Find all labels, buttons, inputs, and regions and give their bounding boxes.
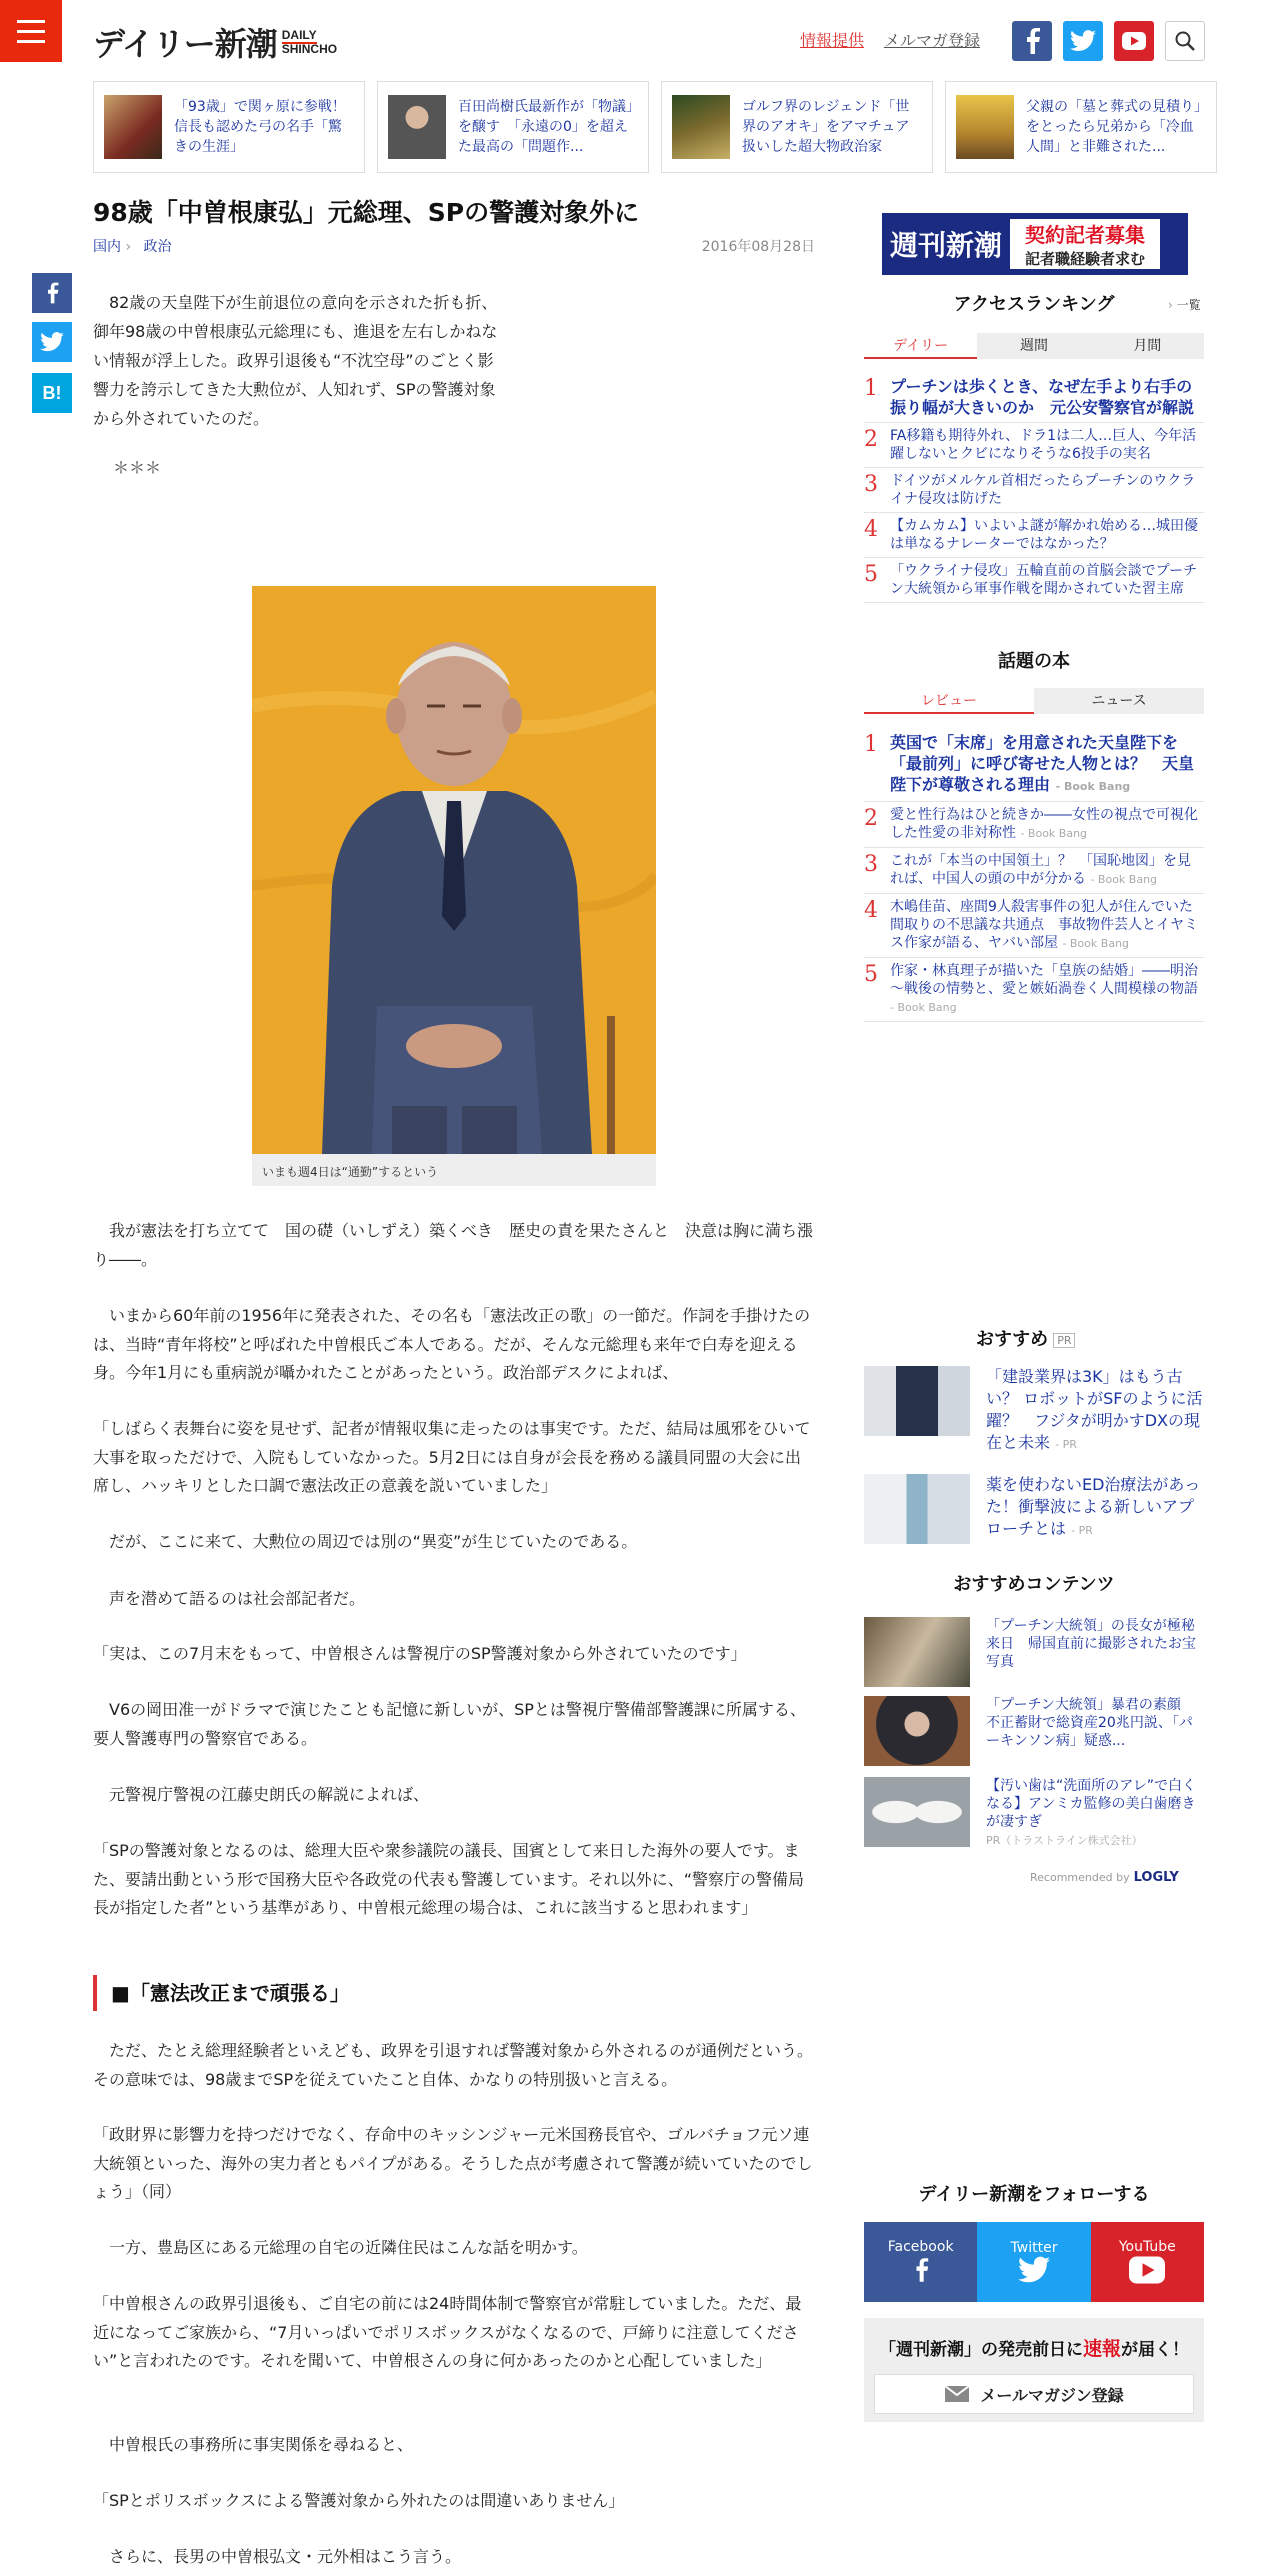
content-thumbnail [864,1777,970,1847]
ranking-item[interactable]: 5 「ウクライナ侵攻」五輪直前の首脳会談でプーチン大統領から軍事作戦を聞かされていた習主席 [864,558,1204,603]
promo-thumbnail [672,95,730,159]
article-title: 98歳「中曽根康弘」元総理、SPの警護対象外に [93,198,640,227]
content-item[interactable]: 【汚い歯は“洗面所のアレ”で白くなる】アンミカ監修の美白歯磨きが凄すぎ PR（トラストライン株式会社） [864,1777,1204,1850]
article-lead: 82歳の天皇陛下が生前退位の意向を示された折も折、御年98歳の中曽根康弘元総理にも、進退を左右しかねない情報が浮上した。政界引退後も“不沈空母”のごとく影響力を誇示してきた大勲位が、人知れず、SPの警護対象から外されていたのだ。 [93,293,498,428]
facebook-icon[interactable] [1012,21,1052,61]
share-twitter-icon[interactable] [32,322,72,362]
recommend-item[interactable]: 薬を使わないED治療法があった！衝撃波による新しいアプローチとは - PR [864,1474,1204,1544]
promo-card[interactable]: 父親の「墓と葬式の見積り」をとったら兄弟から「冷血人間」と非難された... [945,81,1217,173]
article-subheading: ■「憲法改正まで頑張る」 [93,1975,350,2011]
facebook-icon [912,2255,930,2285]
follow-buttons [864,2222,1204,2302]
recommend-item[interactable]: 「建設業界は3K」はもう古い？ ロボットがSFのように活躍？ フジタが明かすDXの現在と未来 - PR [864,1366,1204,1456]
twitter-icon [1018,2256,1050,2284]
share-hatena-icon[interactable]: B! [32,373,72,413]
recruit-banner[interactable]: 週刊新潮 契約記者募集 記者職経験者求む [882,213,1188,275]
content-item[interactable]: 「プーチン大統領」暴君の素顔 不正蓄財で総資産20兆円説、「パーキンソン病」疑惑... [864,1696,1204,1766]
newsletter-box: 「週刊新潮」の発売前日に速報が届く！ メールマガジン登録 [864,2318,1204,2422]
article-paragraph: 「SPの警護対象となるのは、総理大臣や衆参議院の議長、国賓として来日した海外の要人です。また、要請出動という形で国務大臣や各政党の代表も警護しています。それ以外に、“警察庁の警備局長が指定した者”という基準があり、中曽根元総理の場合は、これに該当すると思われます」 [93,1841,805,1917]
article-paragraph: 「中曽根さんの政界引退後も、ご自宅の前には24時間体制で警察官が常駐していました。ただ、最近になってご家族から、“7月いっぱいでポリスボックスがなくなるので、戸締りに注意してください”と言われたのです。それを聞いて、中曽根さんの身に何かあったのかと心配していました」 [93,2294,802,2370]
promo-card[interactable]: 百田尚樹氏最新作が「物議」を醸す 「永遠の0」を超えた最高の「問題作... [377,81,649,173]
article-paragraph: 中曽根氏の事務所に事実関係を尋ねると、 [93,2435,414,2454]
logly-credit[interactable]: Recommended by LOGLY [1030,1870,1179,1885]
article-paragraph: 元警視庁警視の江藤史朗氏の解説によれば、 [93,1785,430,1804]
article-paragraph: 「実は、この7月末をもって、中曽根さんは警視庁のSP警護対象から外されていたのです」 [93,1644,747,1663]
menu-button[interactable] [0,0,62,62]
mail-icon [944,2385,970,2403]
newsletter-link[interactable]: メルマガ登録 [884,31,981,50]
search-icon[interactable] [1165,21,1205,61]
category-link[interactable]: 政治 [143,239,172,255]
promo-thumbnail [104,95,162,159]
tab-daily[interactable]: デイリー [864,333,977,359]
follow-title: デイリー新潮をフォローする [918,2184,1150,2205]
article-paragraph: 「SPとポリスボックスによる警護対象から外れたのは間違いありません」 [93,2491,625,2510]
book-item[interactable]: 3 これが「本当の中国領土」？ 「国恥地図」を見れば、中国人の頭の中が分かる - Book Bang [864,848,1204,894]
youtube-icon [1127,2255,1167,2285]
recommend-thumbnail [864,1474,970,1544]
book-item[interactable]: 4 木嶋佳苗、座間9人殺害事件の犯人が住んでいた間取りの不思議な共通点 事故物件芸人とイヤミス作家が語る、ヤバい部屋 - Book Bang [864,894,1204,958]
promo-card[interactable]: 「93歳」で関ヶ原に参戦！信長も認めた弓の名手「驚きの生涯」 [93,81,365,173]
tab-weekly[interactable]: 週間 [977,333,1090,359]
ranking-item[interactable]: 2 FA移籍も期待外れ、ドラ1は二人…巨人、今年活躍しないとクビになりそうな6投手の実名 [864,423,1204,468]
article-paragraph: いまから60年前の1956年に発表された、その名も「憲法改正の歌」の一節だ。作詞を手掛けたのは、当時“青年将校”と呼ばれた中曽根氏ご本人である。だが、そんな元総理も来年で白寿を迎える身。今年1月にも重病説が囁かれたことがあったという。政治部デスクによれば、 [93,1306,811,1382]
article-paragraph: 声を潜めて語るのは社会部記者だ。 [93,1589,366,1608]
photo-caption: いまも週4日は“通勤”するという [252,1154,656,1186]
tab-monthly[interactable]: 月間 [1091,333,1204,359]
article-date: 2016年08月28日 [701,239,815,255]
chevron-right-icon: › [1168,298,1177,312]
promo-thumbnail [388,95,446,159]
twitter-icon[interactable] [1063,21,1103,61]
promo-card[interactable]: ゴルフ界のレジェンド「世界のアオキ」をアマチュア扱いした超大物政治家 [661,81,933,173]
article-paragraph: 「しばらく表舞台に姿を見せず、記者が情報収集に走ったのは事実です。ただ、結局は風邪をひいて大事を取っただけで、入院もしていなかった。5月2日には自身が会長を務める議員同盟の大会に出席し、ハッキリとした口調で憲法改正の意義を説いていました」 [93,1419,811,1495]
promo-thumbnail [956,95,1014,159]
osusume-title: おすすめ PR [976,1325,1075,1351]
ranking-more-link[interactable]: › 一覧 [1168,298,1201,312]
ranking-tabs [864,333,1204,359]
follow-twitter-button[interactable]: Twitter [977,2222,1090,2302]
article-paragraph: だが、ここに来て、大勲位の周辺では別の“異変”が生じていたのである。 [93,1532,638,1551]
logly-logo: LOGLY [1133,1870,1179,1885]
books-title: 話題の本 [998,651,1070,672]
contents-title: おすすめコンテンツ [953,1574,1115,1595]
follow-facebook-button[interactable]: Facebook [864,2222,977,2302]
ranking-item[interactable]: 3 ドイツがメルケル首相だったらプーチンのウクライナ侵攻は防げた [864,468,1204,513]
content-item[interactable]: 「プーチン大統領」の長女が極秘来日 帰国直前に撮影されたお宝写真 [864,1617,1204,1687]
follow-youtube-button[interactable]: YouTube [1091,2222,1204,2302]
books-list [864,728,1204,1022]
article-paragraph: 我が憲法を打ち立てて 国の礎（いしずえ）築くべき 歴史の責を果たさんと 決意は胸に満ち漲り――。 [93,1221,814,1269]
tab-review[interactable]: レビュー [864,688,1034,714]
article-photo [252,586,656,1154]
books-tabs [864,688,1204,714]
share-facebook-icon[interactable] [32,273,72,313]
category-link[interactable]: 国内 [93,239,121,255]
article-paragraph: ただ、たとえ総理経験者といえども、政界を引退すれば警護対象から外されるのが通例だという。その意味では、98歳までSPを従えていたこと自体、かなりの特別扱いと言える。 [93,2041,814,2089]
ranking-item[interactable]: 4 【カムカム】いよいよ謎が解かれ始める…城田優は単なるナレーターではなかった？ [864,513,1204,558]
info-link[interactable]: 情報提供 [800,31,865,50]
recommend-thumbnail [864,1366,970,1436]
newsletter-signup-button[interactable]: メールマガジン登録 [874,2374,1194,2414]
article-paragraph: 一方、豊島区にある元総理の自宅の近隣住民はこんな話を明かす。 [93,2238,588,2257]
section-divider: ＊＊＊ [113,458,162,477]
book-item[interactable]: 5 作家・林真理子が描いた「皇族の結婚」――明治～戦後の情勢と、愛と嫉妬渦巻く人間模様の物語 - Book Bang [864,958,1204,1022]
book-item[interactable]: 1 英国で「末席」を用意された天皇陛下を「最前列」に呼び寄せた人物とは？ 天皇陛下が尊敬される理由 - Book Bang [864,728,1204,802]
ranking-list [864,372,1204,603]
book-item[interactable]: 2 愛と性行為はひと続きか――女性の視点で可視化した性愛の非対称性 - Book Bang [864,802,1204,848]
article-paragraph: さらに、長男の中曽根弘文・元外相はこう言う。 [93,2547,462,2566]
ranking-title: アクセスランキング [953,294,1115,315]
article-paragraph: V6の岡田准一がドラマで演じたことも記憶に新しいが、SPとは警視庁警備部警護課に所属する、要人警護専門の警察官である。 [93,1700,806,1748]
content-thumbnail [864,1696,970,1766]
article-paragraph: 「政財界に影響力を持つだけでなく、存命中のキッシンジャー元米国務長官や、ゴルバチョフ元ソ連大統領といった、海外の実力者ともパイプがある。そうした点が考慮されて警護が続いていたのでしょう」（同） [93,2125,813,2201]
ranking-item[interactable]: 1 プーチンは歩くとき、なぜ左手より右手の振り幅が大きいのか 元公安警察官が解説 [864,372,1204,423]
youtube-icon[interactable] [1114,21,1154,61]
tab-news[interactable]: ニュース [1034,688,1204,714]
content-thumbnail [864,1617,970,1687]
promo-cards [93,81,1217,173]
article-meta: 国内 › 政治 2016年08月28日 [93,236,815,256]
site-logo[interactable]: デイリー新潮 DAILY SHINCHO [93,25,338,63]
